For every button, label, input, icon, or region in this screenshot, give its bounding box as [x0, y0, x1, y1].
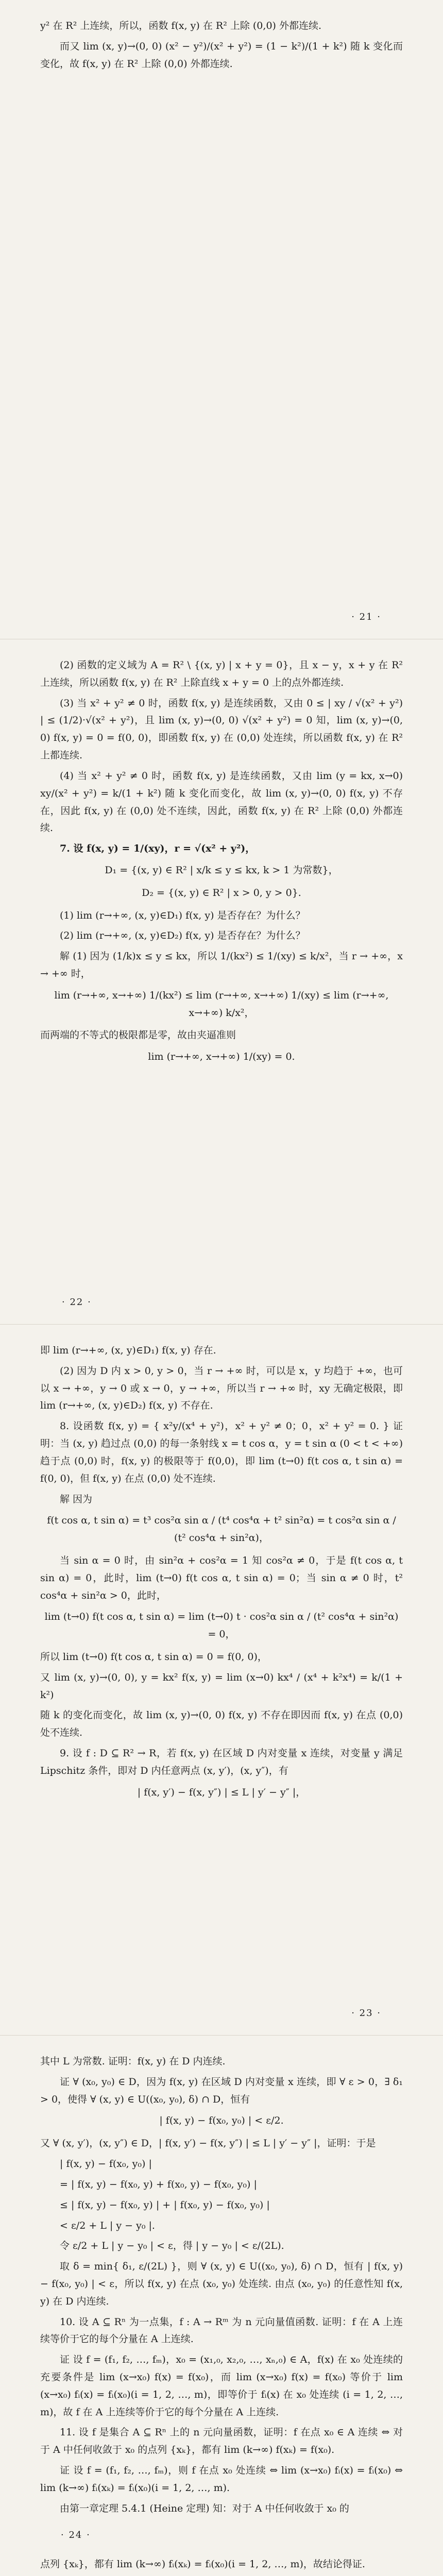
page-21 — [0, 0, 443, 639]
formula: D₂ = {(x, y) ∈ R² | x > 0, y > 0}. — [142, 887, 301, 899]
proof-paragraph: 证 设 f = (f₁, f₂, …, fₘ)，则 f 在点 x₀ 处连续 ⇔ lim (x→x₀) fᵢ(x) = fᵢ(x₀) ⇔ lim (k→∞) fᵢ(xₖ) = fᵢ(x₀)(i = 1, 2, …, m). — [40, 2465, 403, 2494]
proof-paragraph: 证 设 f = (f₁, f₂, …, fₘ)，x₀ = (x₁,₀, x₂,₀, …, xₙ,₀) ∈ A，f(x) 在 x₀ 处连续的充要条件是 lim (x→x₀) f(x) = f(x₀)，而 lim (x→x₀) f(x) = f(x₀) 等价于 lim (x→x₀) fᵢ(x) = fᵢ(x₀)(i = 1, 2, …, m)，即等价于 fᵢ(x) 在 x₀ 处连续 (i = 1, 2, …, m)，故 f 在 A 上连续等价于它的每个分量在 A 上连续. — [40, 2354, 403, 2418]
page-number: · 21 · — [351, 611, 381, 622]
paragraph: 而两端的不等式的极限都是零，故由夹逼准则 — [40, 1029, 236, 1041]
page-number: · 22 · — [62, 1296, 92, 1308]
formula: lim (r→+∞, x→+∞) 1/(xy) = 0. — [148, 1051, 295, 1063]
sub-question: (2) lim (r→+∞, (x, y)∈D₂) f(x, y) 是否存在？为什么？ — [60, 930, 305, 942]
paragraph: 当 sin α = 0 时，由 sin²α + cos²α = 1 知 cos²α ≠ 0，于是 f(t cos α, t sin α) = 0，此时，lim (t→0) f(t cos α, t sin α) = 0；当 sin α ≠ 0 时，t² cos⁴α + sin²α > 0，此时， — [40, 1554, 403, 1601]
problem-heading: 7. 设 f(x, y) = 1/(xy)，r = √(x² + y²)， — [60, 843, 255, 855]
sub-question: (1) lim (r→+∞, (x, y)∈D₁) f(x, y) 是否存在？为什么？ — [60, 909, 305, 921]
paragraph: 随 k 的变化而变化，故 lim (x, y)→(0, 0) f(x, y) 不存在即因而 f(x, y) 在点 (0,0) 处不连续. — [40, 1709, 403, 1739]
paragraph: 其中 L 为常数. 证明：f(x, y) 在 D 内连续. — [40, 2056, 226, 2067]
problem-paragraph: 9. 设 f : D ⊆ R² → R，若 f(x, y) 在区域 D 内对变量 x 连续，对变量 y 满足 Lipschitz 条件，即对 D 内任意两点 (x, y′)，(x, y″)，有 — [40, 1748, 403, 1776]
paragraph: 点列 {xₖ}，都有 lim (k→∞) fᵢ(xₖ) = fᵢ(x₀)(i = 1, 2, …, m)，故结论得证. — [40, 2558, 365, 2570]
formula: f(t cos α, t sin α) = t³ cos²α sin α / (t⁴ cos⁴α + t² sin²α) = t cos²α sin α / (t² cos⁴α + sin²α)， — [47, 1515, 396, 1544]
page-number: · 23 · — [351, 2007, 381, 2019]
formula: | f(x, y′) − f(x, y″) | ≤ L | y′ − y″ |， — [137, 1786, 306, 1798]
formula: 又 lim (x, y)→(0, 0), y = kx² f(x, y) = lim (x→0) kx⁴ / (x⁴ + k²x⁴) = k/(1 + k²) — [40, 1671, 403, 1701]
paragraph: 又 ∀ (x, y′)，(x, y″) ∈ D，| f(x, y′) − f(x, y″) | ≤ L | y′ − y″ |，证明：于是 — [40, 2138, 376, 2149]
paragraph: (4) 当 x² + y² ≠ 0 时，函数 f(x, y) 是连续函数，又由 lim (y = kx, x→0) xy/(x² + y²) = k/(1 + k²) 随 k 变化而变化，故 lim (x, y)→(0, 0) f(x, y) 不存在，因此 f(x, y) 在 (0,0) 处不连续，因此，函数 f(x, y) 在 R² 上除 (0,0) 外都连续. — [40, 770, 403, 834]
formula: | f(x, y) − f(x₀, y₀) | — [60, 2158, 152, 2170]
formula: | f(x, y) − f(x₀, y₀) | < ε/2. — [159, 2115, 284, 2127]
paragraph: (2) 函数的定义域为 A = R² \ {(x, y) | x + y = 0}，且 x − y，x + y 在 R² 上连续，所以函数 f(x, y) 在 R² 上除直线 x + y = 0 上的点外都连续. — [40, 659, 403, 688]
formula: ≤ | f(x, y) − f(x₀, y) | + | f(x₀, y) − f(x₀, y₀) | — [60, 2199, 270, 2211]
paragraph: 令 ε/2 + L | y − y₀ | < ε，得 | y − y₀ | < ε/(2L). — [60, 2240, 284, 2252]
formula: 所以 lim (t→0) f(t cos α, t sin α) = 0 = f(0, 0)， — [40, 1651, 267, 1663]
text-line: y² 在 R² 上连续，所以，函数 f(x, y) 在 R² 上除 (0,0) 外都连续. — [40, 20, 322, 31]
paragraph: 即 lim (r→+∞, (x, y)∈D₁) f(x, y) 存在. — [40, 1345, 216, 1356]
page-24 — [0, 2035, 443, 2576]
page-23 — [0, 1324, 443, 2035]
text-line: 而又 lim (x, y)→(0, 0) (x² − y²)/(x² + y²) = (1 − k²)/(1 + k²) 随 k 变化而变化，故 f(x, y) 在 R² 上除 (0,0) 外都连续. — [40, 40, 403, 70]
problem-paragraph: 11. 设 f 是集合 A ⊆ Rⁿ 上的 n 元向量函数，证明：f 在点 x₀ ∈ A 连续 ⇔ 对于 A 中任何收敛于 x₀ 的点列 {xₖ}，都有 lim (k→∞) f(xₖ) = f(x₀). — [40, 2427, 403, 2456]
formula: = | f(x, y) − f(x₀, y) + f(x₀, y) − f(x₀, y₀) | — [60, 2178, 257, 2190]
paragraph: 取 δ = min{ δ₁, ε/(2L) }，则 ∀ (x, y) ∈ U((x₀, y₀), δ) ∩ D，恒有 | f(x, y) − f(x₀, y₀) | < ε，所以 f(x, y) 在点 (x₀, y₀) 处连续. 由点 (x₀, y₀) 的任意性知 f(x, y) 在 D 内连续. — [40, 2261, 403, 2307]
formula: lim (r→+∞, x→+∞) 1/(kx²) ≤ lim (r→+∞, x→+∞) 1/(xy) ≤ lim (r→+∞, x→+∞) k/x²， — [54, 989, 389, 1019]
page-22 — [0, 639, 443, 1324]
problem-paragraph: 8. 设函数 f(x, y) = { x²y/(x⁴ + y²)，x² + y² ≠ 0；0，x² + y² = 0. } 证明：当 (x, y) 趋过点 (0,0) 的每一条射线 x = t cos α，y = t sin α (0 < t < +∞) 趋于点 (0,0) 时，f(x, y) 的极限等于 f(0,0)，即 lim (t→0) f(t cos α, t sin α) = f(0, 0)，但 f(x, y) 在点 (0,0) 处不连续. — [40, 1420, 403, 1484]
formula: D₁ = {(x, y) ∈ R² | x/k ≤ y ≤ kx, k > 1 为常数}， — [105, 864, 338, 876]
problem-paragraph: 10. 设 A ⊆ Rⁿ 为一点集，f : A → Rᵐ 为 n 元向量值函数. 证明：f 在 A 上连续等价于它的每个分量在 A 上连续. — [40, 2316, 403, 2345]
proof-paragraph: 证 ∀ (x₀, y₀) ∈ D，因为 f(x, y) 在区域 D 内对变量 x 连续，即 ∀ ε > 0，∃ δ₁ > 0，使得 ∀ (x, y) ∈ U((x₀, y₀), δ) ∩ D，恒有 — [40, 2076, 403, 2105]
paragraph: (3) 当 x² + y² ≠ 0 时，函数 f(x, y) 是连续函数，又由 0 ≤ | xy / √(x² + y²) | ≤ (1/2)·√(x² + y²)，且 lim (x, y)→(0, 0) √(x² + y²) = 0 知，lim (x, y)→(0, 0) f(x, y) = 0 = f(0, 0)，即函数 f(x, y) 在 (0,0) 处连续，所以函数 f(x, y) 在 R² 上都连续. — [40, 697, 403, 761]
solution-paragraph: 解 (1) 因为 (1/k)x ≤ y ≤ kx，所以 1/(kx²) ≤ 1/(xy) ≤ k/x²，当 r → +∞，x → +∞ 时， — [40, 951, 403, 979]
page-number: · 24 · — [61, 2529, 91, 2540]
paragraph: 由第一章定理 5.4.1 (Heine 定理) 知：对于 A 中任何收敛于 x₀ 的 — [60, 2502, 349, 2514]
formula: < ε/2 + L | y − y₀ |. — [60, 2219, 155, 2231]
formula: lim (t→0) f(t cos α, t sin α) = lim (t→0) t · cos²α sin α / (t² cos⁴α + sin²α) = 0， — [44, 1611, 399, 1640]
solution-label: 解 因为 — [60, 1493, 93, 1505]
paragraph: (2) 因为 D 内 x > 0, y > 0，当 r → +∞ 时，可以是 x，y 均趋于 +∞，也可以 x → +∞，y → 0 或 x → 0，y → +∞，所以当 r → +∞ 时，xy 无确定极限，即 lim (r→+∞, (x, y)∈D₂) f(x, y) 不存在. — [40, 1365, 403, 1412]
